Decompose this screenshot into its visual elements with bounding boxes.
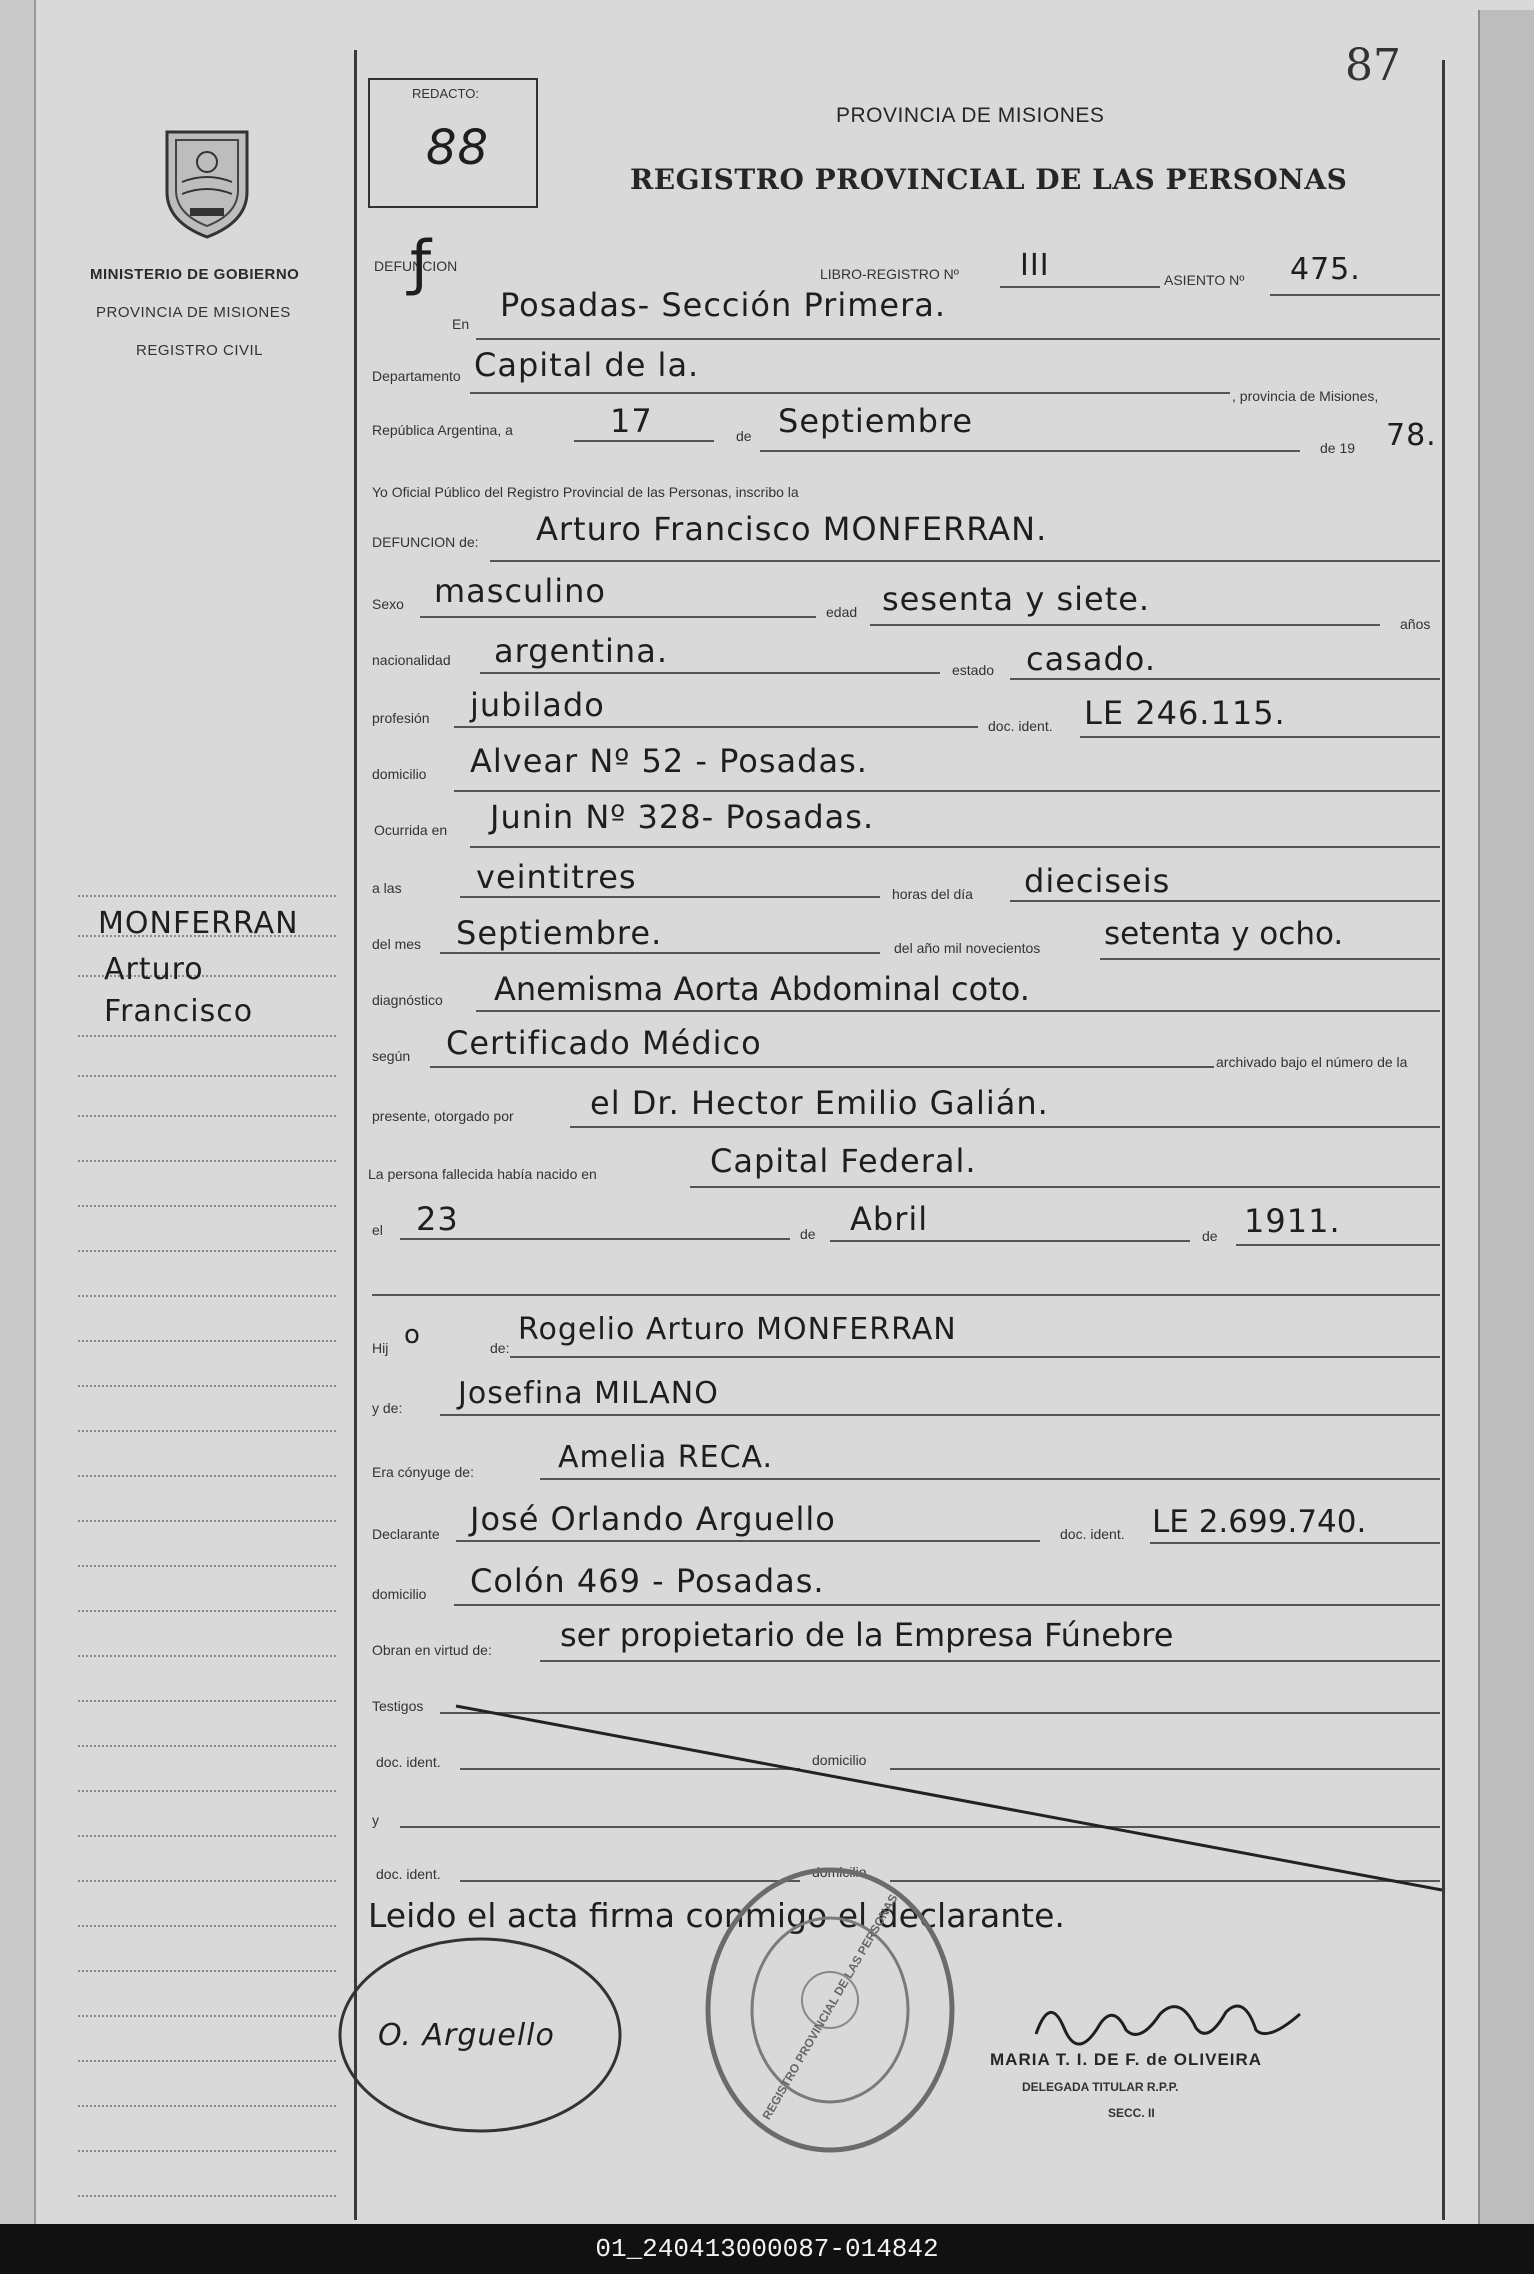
domicilio3-label: domicilio (812, 1752, 867, 1768)
el-value: 23 (416, 1200, 459, 1238)
declarante-label: Declarante (372, 1526, 440, 1542)
defuncion-de-label: DEFUNCION de: (372, 534, 479, 550)
diagnostico-value: Anemisma Aorta Abdominal coto. (494, 970, 1030, 1008)
testigos-label: Testigos (372, 1698, 424, 1714)
de2-label: de (800, 1226, 816, 1242)
yde-label: y de: (372, 1400, 403, 1416)
nacionalidad-label: nacionalidad (372, 652, 451, 668)
docident2-value: LE 2.699.740. (1152, 1504, 1367, 1540)
redacto-value: 88 (426, 120, 490, 176)
sexo-label: Sexo (372, 596, 404, 612)
nacido-value: Capital Federal. (710, 1142, 977, 1180)
segun-label: según (372, 1048, 411, 1064)
alas-label: a las (372, 880, 402, 896)
conyuge-value: Amelia RECA. (558, 1440, 774, 1475)
de3-label: de (1202, 1228, 1218, 1244)
domicilio2-label: domicilio (372, 1586, 427, 1602)
presente-label: presente, otorgado por (372, 1108, 514, 1124)
obran-value: ser propietario de la Empresa Fúnebre (560, 1616, 1174, 1654)
nacionalidad-value: argentina. (494, 632, 668, 670)
hijo-suffix: o (404, 1320, 421, 1350)
asiento-value: 475. (1290, 252, 1361, 287)
docident4-label: doc. ident. (376, 1866, 441, 1882)
defuncion-flourish: ƒ (410, 228, 433, 298)
horas-label: horas del día (892, 886, 973, 902)
horas-value: dieciseis (1024, 862, 1171, 900)
declarant-signature: O. Arguello (378, 2018, 555, 2053)
de3-value: 1911. (1244, 1202, 1341, 1240)
official-round-stamp (700, 1860, 960, 2160)
departamento-label: Departamento (372, 368, 461, 384)
domicilio2-value: Colón 469 - Posadas. (470, 1562, 825, 1600)
conyuge-label: Era cónyuge de: (372, 1464, 474, 1480)
official-name: MARIA T. I. DE F. de OLIVEIRA (990, 2050, 1263, 2069)
hijo-label-text: Hij (372, 1340, 389, 1356)
de19-label: de 19 (1320, 440, 1356, 456)
stamp-text: REGISTRO PROVINCIAL DE LAS PERSONAS (759, 1891, 901, 2123)
sexo-value: masculino (434, 572, 606, 610)
hijo-value: Rogelio Arturo MONFERRAN (518, 1312, 957, 1347)
domicilio-value: Alvear Nº 52 - Posadas. (470, 742, 868, 780)
provincia-label: , provincia de Misiones, (1232, 388, 1379, 404)
official-signature (1030, 1984, 1310, 2054)
leido-text: Leido el acta firma conmigo el declarante. (368, 1896, 1065, 1935)
redacto-box (368, 78, 538, 208)
oficial-text: Yo Oficial Público del Registro Provincial de las Personas, inscribo la (372, 484, 799, 500)
nacido-label: La persona fallecida había nacido en (368, 1166, 597, 1182)
yde-value: Josefina MILANO (458, 1376, 719, 1411)
defuncion-de-value: Arturo Francisco MONFERRAN. (536, 510, 1048, 548)
anomil-label: del año mil novecientos (894, 940, 1041, 956)
de2-value: Abril (850, 1200, 929, 1238)
mes-value: Septiembre (778, 402, 974, 440)
domicilio-label: domicilio (372, 766, 427, 782)
defuncion-title-label: DEFUNCION (374, 258, 458, 274)
left-page-edge (0, 0, 36, 2224)
estado-value: casado. (1026, 640, 1156, 678)
y-label: y (372, 1812, 379, 1828)
hijo-de-label: de: (490, 1340, 510, 1356)
docident2-label: doc. ident. (1060, 1526, 1125, 1542)
archivado-label: archivado bajo el número de la (1216, 1054, 1408, 1070)
registry-header: REGISTRO PROVINCIAL DE LAS PERSONAS (630, 163, 1348, 196)
anomil-value: setenta y ocho. (1104, 916, 1344, 952)
domicilio4-label: domicilio (812, 1864, 867, 1880)
right-page-edge (1478, 10, 1534, 2224)
anos-label: años (1400, 616, 1431, 632)
el-label: el (372, 1222, 383, 1238)
ocurrida-value: Junin Nº 328- Posadas. (490, 798, 875, 836)
republica-label: República Argentina, a (372, 422, 513, 438)
image-filename-footer: 01_240413000087-014842 (0, 2224, 1534, 2274)
left-frame-line (354, 50, 357, 2220)
anio-value: 78. (1386, 418, 1437, 453)
obran-label: Obran en virtud de: (372, 1642, 492, 1658)
ministry-line3: REGISTRO CIVIL (136, 342, 264, 359)
page-number: 87 (1345, 40, 1401, 91)
delmes-label: del mes (372, 936, 422, 952)
docident-label: doc. ident. (988, 718, 1053, 734)
departamento-value: Capital de la. (474, 346, 700, 384)
official-title: DELEGADA TITULAR R.P.P. (1022, 2080, 1179, 2094)
alas-value: veintitres (476, 858, 637, 896)
libro-value: III (1020, 248, 1050, 283)
diagnostico-label: diagnóstico (372, 992, 443, 1008)
delmes-value: Septiembre. (456, 914, 663, 952)
margin-middle-name: Francisco (104, 994, 254, 1029)
redacto-label: REDACTO: (412, 86, 479, 101)
margin-first-name: Arturo (104, 952, 204, 987)
docident-value: LE 246.115. (1084, 694, 1286, 732)
segun-value: Certificado Médico (446, 1024, 762, 1062)
hijo-label (372, 1340, 388, 1356)
de-label: de (736, 428, 752, 444)
en-label: En (452, 316, 470, 332)
province-header: PROVINCIA DE MISIONES (836, 104, 1105, 127)
asiento-label: ASIENTO Nº (1164, 272, 1245, 288)
docident3-label: doc. ident. (376, 1754, 441, 1770)
ministry-line2: PROVINCIA DE MISIONES (96, 304, 291, 321)
en-value: Posadas- Sección Primera. (500, 286, 947, 324)
presente-value: el Dr. Hector Emilio Galián. (590, 1084, 1049, 1122)
edad-value: sesenta y siete. (882, 580, 1151, 618)
dia-value: 17 (610, 402, 653, 440)
margin-surname: MONFERRAN (98, 906, 299, 941)
coat-of-arms-seal (152, 122, 262, 242)
official-section: SECC. II (1108, 2106, 1155, 2120)
libro-label: LIBRO-REGISTRO Nº (820, 266, 959, 282)
profesion-label: profesión (372, 710, 430, 726)
estado-label: estado (952, 662, 995, 678)
ministry-line1: MINISTERIO DE GOBIERNO (90, 266, 300, 283)
profesion-value: jubilado (470, 686, 605, 724)
ocurrida-label: Ocurrida en (374, 822, 448, 838)
edad-label: edad (826, 604, 858, 620)
declarante-value: José Orlando Arguello (470, 1500, 836, 1538)
